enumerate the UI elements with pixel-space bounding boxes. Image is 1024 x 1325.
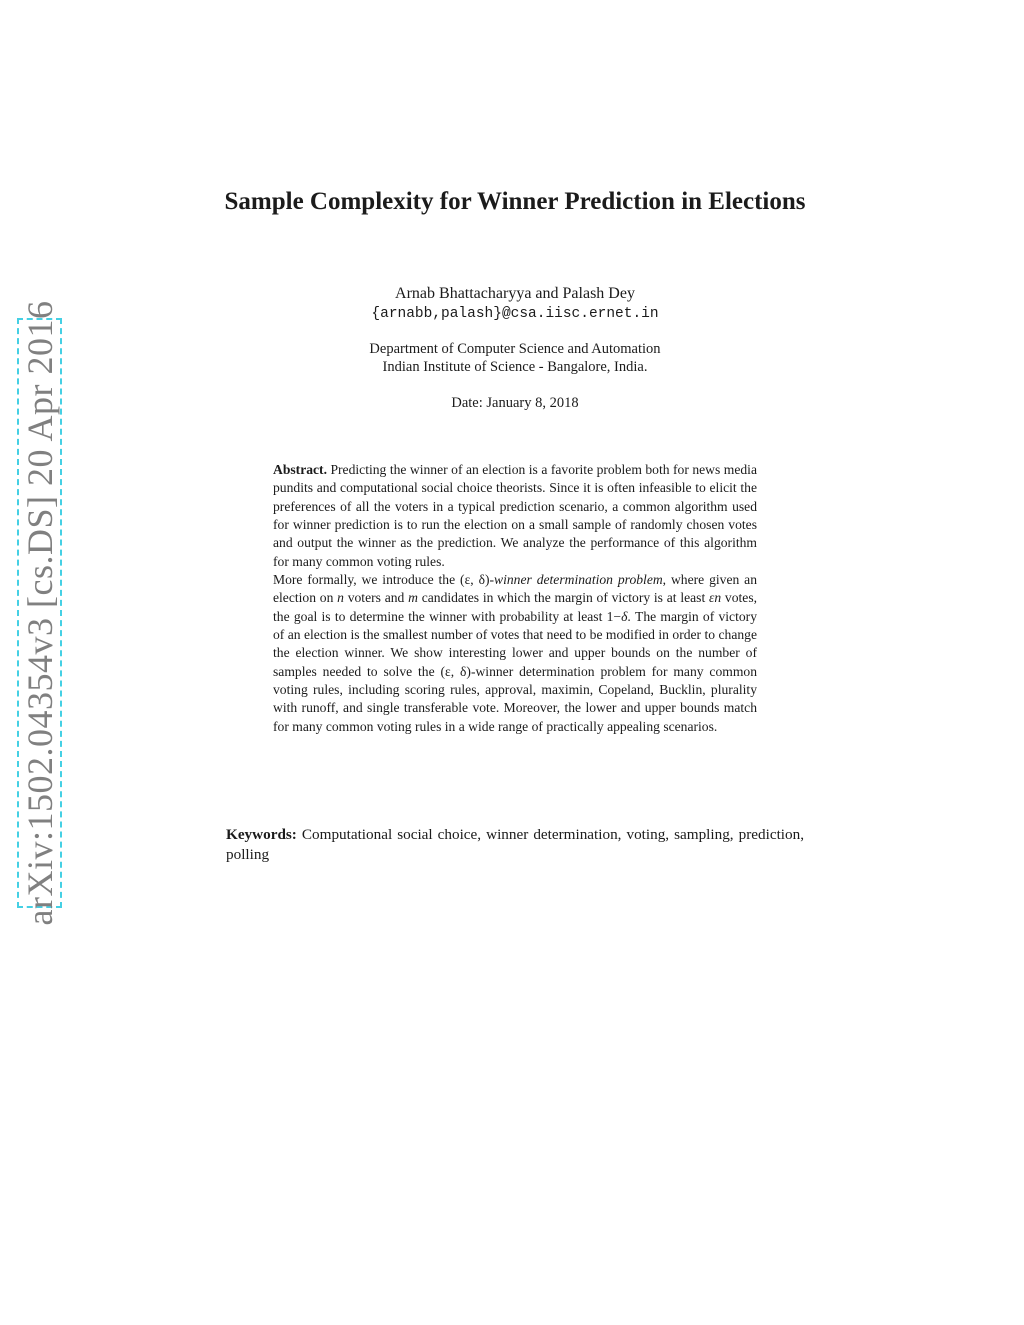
- paper-date: Date: January 8, 2018: [451, 395, 579, 411]
- keywords-label: Keywords:: [226, 826, 297, 843]
- abstract: [273, 461, 757, 736]
- affiliation-department: Department of Computer Science and Automation: [369, 341, 661, 357]
- abstract-text-2g: -winner determination problem for many common voting rules, including scoring rules, approval, maximin, Copeland, Bucklin, plurality with runoff, and single transferable vote. Moreover, the lower and upper bounds match for many common voting rules in a wide range of practically appealing scenarios.: [273, 663, 757, 734]
- authors: Arnab Bhattacharyya and Palash Dey: [395, 285, 635, 302]
- paper-title: Sample Complexity for Winner Prediction in Elections: [224, 188, 806, 215]
- affiliation-institute: Indian Institute of Science - Bangalore, India.: [382, 359, 648, 375]
- abstract-text-2f: . The margin of victory of an election is the smallest number of votes that need to be modified in order to change the election winner. We show interesting lower and upper bounds on the number of samples needed to solve the: [273, 608, 757, 679]
- abstract-paragraph-1: [273, 461, 757, 571]
- math-epsilon-delta: (ε, δ): [460, 572, 490, 588]
- math-epsilon-delta-2: (ε, δ): [440, 663, 471, 679]
- arxiv-identifier: arXiv:1502.04354v3 [cs.DS] 20 Apr 2016: [19, 300, 60, 926]
- abstract-text-1: Predicting the winner of an election is a favorite problem both for news media pundits and computational social choice theorists. Since it is often infeasible to elicit the preferences of all the voters in a typical prediction scenario, a common algorithm used for winner prediction is to run the election on a small sample of randomly chosen votes and output the winner as the prediction. We analyze the performance of this algorithm for many common voting rules.: [273, 462, 757, 569]
- math-m: m: [408, 590, 418, 606]
- math-epsilon-n: εn: [709, 590, 722, 606]
- math-delta: δ: [621, 608, 628, 624]
- math-n: n: [337, 590, 344, 606]
- defined-term: -winner determination problem: [489, 572, 663, 588]
- affiliation: [200, 340, 830, 376]
- author-email: {arnabb,palash}@csa.iisc.ernet.in: [371, 306, 659, 322]
- abstract-label: Abstract.: [273, 462, 327, 477]
- keywords-text: Computational social choice, winner determination, voting, sampling, prediction, polling: [226, 826, 805, 863]
- arxiv-stamp: [17, 300, 62, 926]
- abstract-paragraph-2: [273, 571, 757, 736]
- keywords: [226, 825, 804, 865]
- abstract-text-2a: More formally, we introduce the: [273, 572, 461, 588]
- abstract-text-2b: , where given an election on: [273, 572, 757, 606]
- abstract-text-2e: votes, the goal is to determine the winner with probability at least 1−: [273, 590, 758, 624]
- abstract-text-2c: voters and: [343, 590, 409, 606]
- abstract-text-2d: candidates in which the margin of victory is at least: [417, 590, 709, 606]
